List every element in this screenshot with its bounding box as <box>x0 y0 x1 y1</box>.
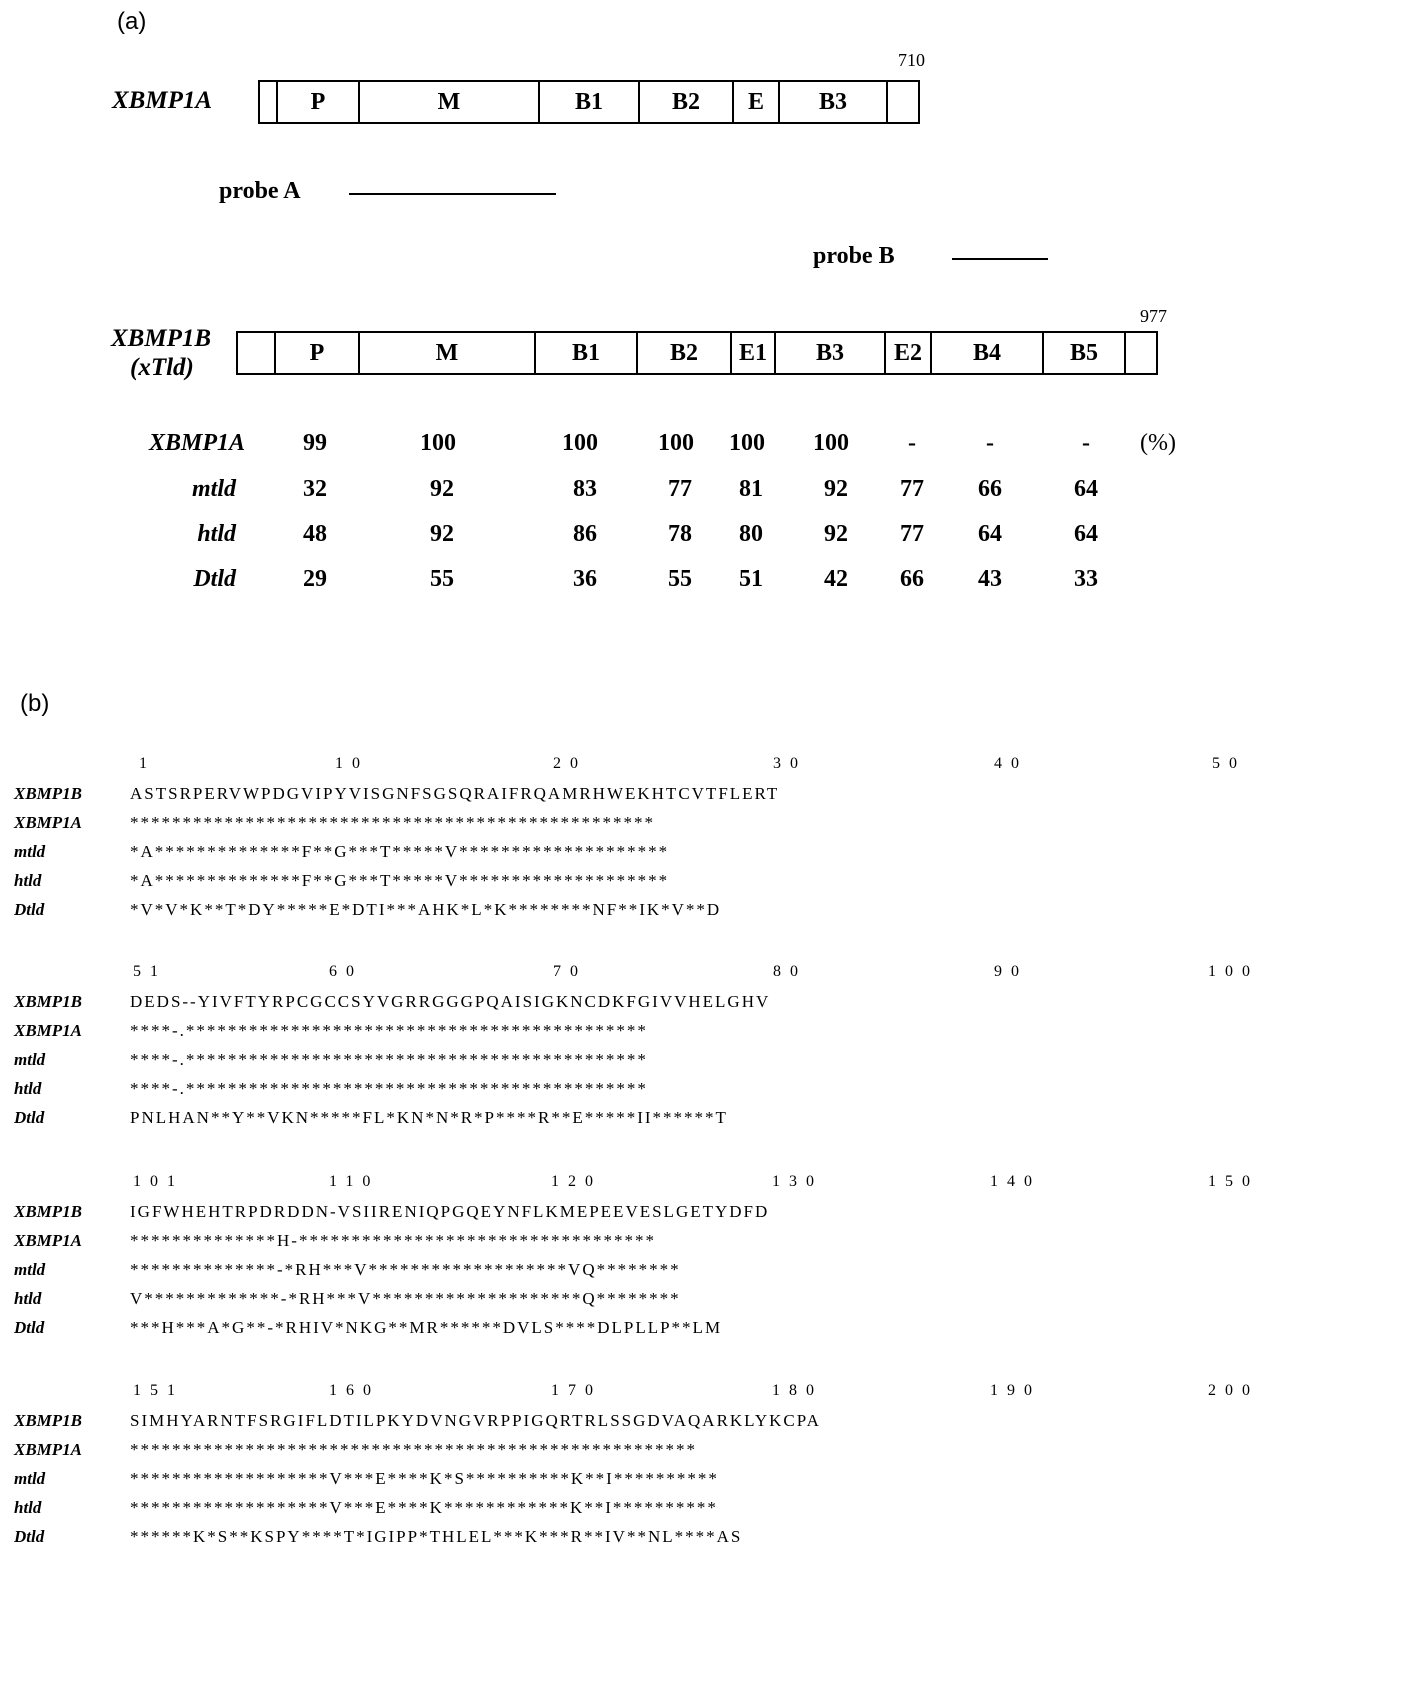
alignment-block-3 <box>0 1171 1408 1351</box>
identity-cell: 100 <box>729 430 765 456</box>
identity-cell: 86 <box>573 521 597 547</box>
sequence-row: *******************V***E****K************K**I********** <box>130 1498 718 1517</box>
sequence-row: ***H***A*G**-*RHIV*NKG**MR******DVLS****DLPLLP**LM <box>130 1318 723 1337</box>
xbmp1b-length: 977 <box>1140 306 1167 326</box>
identity-cell: 77 <box>900 521 924 547</box>
sequence-row: V*************-*RH***V********************Q******** <box>130 1289 681 1308</box>
sequence-name: Dtld <box>14 900 45 919</box>
sequence-name: Dtld <box>14 1527 45 1546</box>
xbmp1b-domain-b1: B1 <box>536 333 638 373</box>
residue-number: 60 <box>329 963 363 980</box>
xbmp1b-domain-e1: E1 <box>732 333 776 373</box>
sequence-row: DEDS--YIVFTYRPCGCCSYVGRRGGGPQAISIGKNCDKFGIVVHELGHV <box>130 992 771 1011</box>
alignment-block-4 <box>0 1380 1408 1560</box>
sequence-row: **************-*RH***V*******************VQ******** <box>130 1260 681 1279</box>
residue-number: 90 <box>994 963 1028 980</box>
identity-cell: 92 <box>824 521 848 547</box>
xbmp1b-domain-b2: B2 <box>638 333 732 373</box>
identity-cell: 32 <box>303 476 327 502</box>
sequence-name: XBMP1B <box>14 992 83 1011</box>
sequence-name: mtld <box>14 1260 46 1279</box>
sequence-name: mtld <box>14 1469 46 1488</box>
xbmp1a-name: XBMP1A <box>112 87 213 114</box>
residue-number: 151 <box>133 1382 184 1399</box>
sequence-row: IGFWHEHTRPDRDDN-VSIIRENIQPGQEYNFLKMEPEEVESLGETYDFD <box>130 1202 770 1221</box>
identity-cell: 42 <box>824 566 848 592</box>
sequence-row: **************H-********************************** <box>130 1231 656 1250</box>
identity-cell: 66 <box>978 476 1002 502</box>
identity-row-name: mtld <box>191 476 236 502</box>
identity-row-name: htld <box>197 521 236 547</box>
residue-number: 100 <box>1208 963 1259 980</box>
identity-cell: 92 <box>430 476 454 502</box>
identity-cell: 43 <box>978 566 1002 592</box>
identity-unit: (%) <box>1140 430 1176 456</box>
identity-cell: 55 <box>430 566 454 592</box>
residue-number: 130 <box>772 1173 823 1190</box>
panel-b-label: (b) <box>20 690 50 717</box>
sequence-name: mtld <box>14 1050 46 1069</box>
sequence-name: Dtld <box>14 1318 45 1337</box>
residue-number: 51 <box>133 963 167 980</box>
residue-number: 20 <box>553 755 587 772</box>
sequence-row: *A**************F**G***T*****V******************** <box>130 871 670 890</box>
probe-a-label: probe A <box>219 178 301 204</box>
sequence-row: ****-.******************************************** <box>130 1021 648 1040</box>
xbmp1b-domain-p: P <box>276 333 360 373</box>
xbmp1b-domain-b5: B5 <box>1044 333 1126 373</box>
residue-number: 190 <box>990 1382 1041 1399</box>
residue-number: 80 <box>773 963 807 980</box>
sequence-row: *V*V*K**T*DY*****E*DTI***AHK*L*K********NF**IK*V**D <box>130 900 722 919</box>
xbmp1a-length: 710 <box>898 50 925 70</box>
identity-cell: - <box>986 430 994 456</box>
residue-number: 110 <box>329 1173 380 1190</box>
identity-cell: 83 <box>573 476 597 502</box>
sequence-name: htld <box>14 1289 42 1308</box>
sequence-row: ASTSRPERVWPDGVIPYVISGNFSGSQRAIFRQAMRHWEKHTCVTFLERT <box>130 784 780 803</box>
identity-cell: 100 <box>562 430 598 456</box>
sequence-name: XBMP1A <box>14 1021 83 1040</box>
sequence-row: SIMHYARNTFSRGIFLDTILPKYDVNGVRPPIGQRTRLSSGDVAQARKLYKCPA <box>130 1411 821 1430</box>
probe-b-label: probe B <box>813 243 895 269</box>
alignment-block-1 <box>0 753 1408 933</box>
xbmp1a-domain-p: P <box>278 82 360 122</box>
identity-cell: 64 <box>1074 476 1098 502</box>
xbmp1b-domain-e2: E2 <box>886 333 932 373</box>
xbmp1b-domain-b3: B3 <box>776 333 886 373</box>
sequence-name: htld <box>14 1079 42 1098</box>
sequence-name: XBMP1B <box>14 1411 83 1430</box>
sequence-row: ******K*S**KSPY****T*IGIPP*THLEL***K***R**IV**NL****AS <box>130 1527 743 1546</box>
identity-cell: 51 <box>739 566 763 592</box>
identity-cell: 100 <box>658 430 694 456</box>
alignment-block-2 <box>0 961 1408 1141</box>
identity-cell: 33 <box>1074 566 1098 592</box>
sequence-name: Dtld <box>14 1108 45 1127</box>
residue-number: 120 <box>551 1173 602 1190</box>
identity-table <box>0 0 1408 620</box>
residue-number: 30 <box>773 755 807 772</box>
identity-cell: 64 <box>978 521 1002 547</box>
sequence-name: XBMP1A <box>14 813 83 832</box>
sequence-name: XBMP1A <box>14 1231 83 1250</box>
sequence-row: PNLHAN**Y**VKN*****FL*KN*N*R*P****R**E*****II******T <box>130 1108 728 1127</box>
identity-cell: 48 <box>303 521 327 547</box>
identity-cell: - <box>908 430 916 456</box>
identity-cell: 64 <box>1074 521 1098 547</box>
residue-number: 150 <box>1208 1173 1259 1190</box>
identity-cell: 100 <box>813 430 849 456</box>
sequence-row: *******************V***E****K*S**********K**I********** <box>130 1469 719 1488</box>
identity-cell: - <box>1082 430 1090 456</box>
sequence-name: mtld <box>14 842 46 861</box>
residue-number: 101 <box>133 1173 184 1190</box>
sequence-name: XBMP1B <box>14 1202 83 1221</box>
residue-number: 140 <box>990 1173 1041 1190</box>
identity-cell: 77 <box>900 476 924 502</box>
identity-cell: 92 <box>824 476 848 502</box>
sequence-name: XBMP1B <box>14 784 83 803</box>
sequence-row: ****-.******************************************** <box>130 1079 648 1098</box>
identity-cell: 81 <box>739 476 763 502</box>
residue-number: 50 <box>1212 755 1246 772</box>
xbmp1a-domain-e: E <box>734 82 780 122</box>
identity-cell: 66 <box>900 566 924 592</box>
sequence-row: ************************************************** <box>130 813 655 832</box>
xbmp1b-domain-m: M <box>360 333 536 373</box>
sequence-name: XBMP1A <box>14 1440 83 1459</box>
sequence-name: htld <box>14 1498 42 1517</box>
residue-number: 180 <box>772 1382 823 1399</box>
identity-cell: 99 <box>303 430 327 456</box>
residue-number: 170 <box>551 1382 602 1399</box>
sequence-row: ****************************************************** <box>130 1440 697 1459</box>
xbmp1a-domain-b1: B1 <box>540 82 640 122</box>
xbmp1a-domain-b2: B2 <box>640 82 734 122</box>
residue-number: 10 <box>335 755 369 772</box>
sequence-row: ****-.******************************************** <box>130 1050 648 1069</box>
identity-cell: 100 <box>420 430 456 456</box>
identity-cell: 55 <box>668 566 692 592</box>
panel-a-label: (a) <box>117 8 147 35</box>
sequence-row: *A**************F**G***T*****V******************** <box>130 842 670 861</box>
identity-row-name: Dtld <box>193 566 236 592</box>
sequence-name: htld <box>14 871 42 890</box>
identity-cell: 29 <box>303 566 327 592</box>
identity-cell: 78 <box>668 521 692 547</box>
identity-cell: 77 <box>668 476 692 502</box>
xbmp1a-domain-b3: B3 <box>780 82 888 122</box>
identity-cell: 80 <box>739 521 763 547</box>
identity-cell: 92 <box>430 521 454 547</box>
residue-number: 200 <box>1208 1382 1259 1399</box>
xbmp1b-name: XBMP1B <box>111 325 212 352</box>
residue-number: 40 <box>994 755 1028 772</box>
residue-number: 160 <box>329 1382 380 1399</box>
identity-cell: 36 <box>573 566 597 592</box>
residue-number: 70 <box>553 963 587 980</box>
identity-row-name: XBMP1A <box>148 430 245 456</box>
xbmp1a-domain-m: M <box>360 82 540 122</box>
residue-number: 1 <box>139 755 156 772</box>
xbmp1b-domain-b4: B4 <box>932 333 1044 373</box>
xbmp1b-alias: (xTld) <box>130 354 194 381</box>
